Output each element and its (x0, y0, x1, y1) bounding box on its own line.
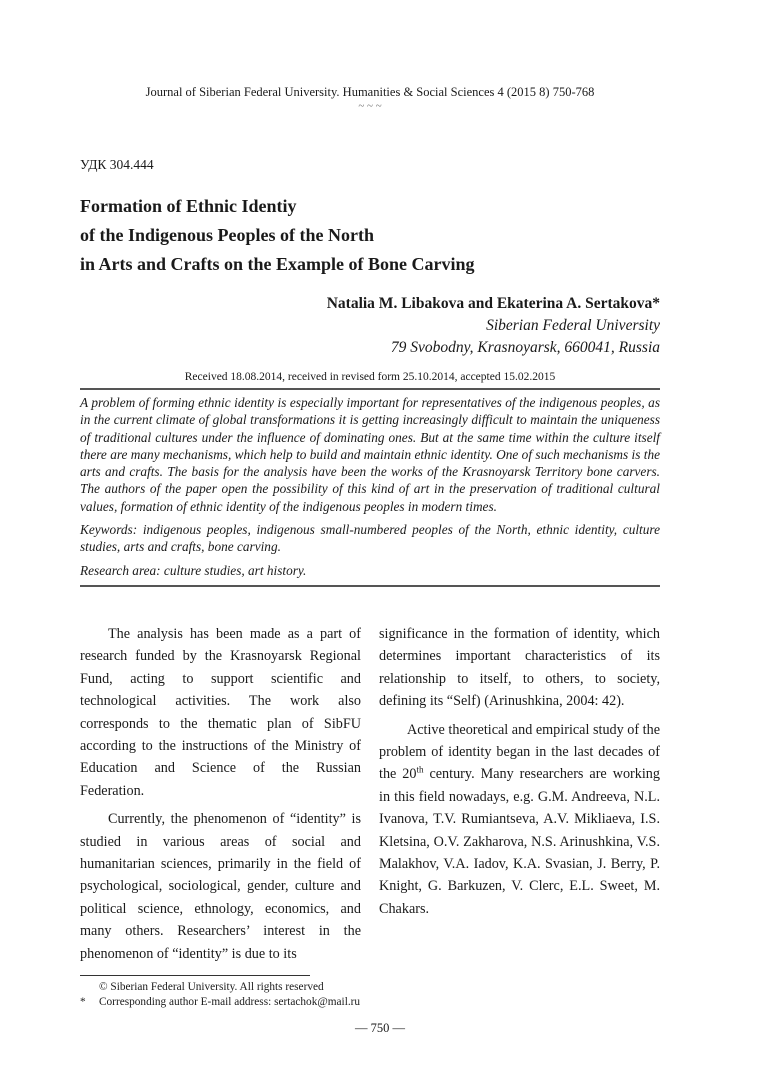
superscript: th (416, 764, 424, 775)
paper-title (80, 192, 660, 279)
footnote-rule (80, 975, 310, 976)
paragraph: The analysis has been made as a part of research funded by the Krasnoyarsk Regional Fund, acting to support scientific and technological activities. The work also corresponds to the thematic plan of SibFU according to the instructions of the Ministry of Education and Science of the Russian Federation. (80, 625, 361, 799)
divider (80, 585, 660, 587)
body-columns (80, 623, 660, 971)
body-column-left (80, 623, 361, 971)
title-line: Formation of Ethnic Identiy (80, 196, 297, 216)
title-line: of the Indigenous Peoples of the North (80, 225, 375, 245)
abstract (80, 394, 660, 579)
udc-code: УДК 304.444 (80, 157, 154, 172)
text: Active theoretical and empirical study of the problem of identity began in the last decades of the 20 (379, 721, 660, 783)
paragraph: Currently, the phenomenon of “identity” is studied in various areas of social and humanitarian sciences, primarily in the field of psychological, sociological, gender, culture and political science, ethnology, economics, and many others. Researchers’ interest in the phenomenon of “identity” is due to its (80, 811, 361, 962)
footnote-marker: * (80, 996, 86, 1009)
paragraph (379, 719, 660, 921)
page-number: — 750 — (355, 1021, 405, 1036)
header-ornament: ~ ~ ~ (358, 100, 382, 112)
paragraph: significance in the formation of identity, which determines important characteristics of its relationship to itself, to others, to society, defining its “Self) (Arinushkina, 2004: 42). (379, 625, 660, 710)
title-line: in Arts and Crafts on the Example of Bone Carving (80, 254, 475, 274)
text: century. Many researchers are working in this field nowadays, e.g. G.M. Andreeva, N.L. Ivanova, T.V. Rumiantseva, A.V. Mikliaeva, I.S. Kletsina, O.V. Zakharova, N.S. Arinushkina, V.S. Malakhov, V.A. Iadov, K.A. Svasian, J. Berry, P. Knight, G. Barkuzen, V. Clerc, E.L. Sweet, M. Chakars. (379, 766, 660, 917)
research-area: Research area: culture studies, art history. (80, 562, 307, 578)
received-dates: Received 18.08.2014, received in revised form 25.10.2014, accepted 15.02.2015 (184, 371, 556, 383)
address: 79 Svobodny, Krasnoyarsk, 660041, Russia (390, 339, 660, 356)
copyright: © Siberian Federal University. All rights reserved (99, 981, 324, 994)
body-column-right (379, 623, 660, 971)
corresponding-author: Corresponding author E-mail address: sertachok@mail.ru (99, 996, 361, 1009)
authors-block (80, 293, 660, 359)
keywords: Keywords: indigenous peoples, indigenous small-numbered peoples of the North, ethnic identity, culture studies, arts and crafts, bone carving. (80, 522, 660, 555)
footnotes (80, 980, 660, 1010)
journal-header: Journal of Siberian Federal University. Humanities & Social Sciences 4 (2015 8) 750-768 (145, 85, 595, 99)
divider (80, 388, 660, 390)
author-names: Natalia M. Libakova and Ekaterina A. Sertakova* (326, 295, 660, 312)
abstract-text: A problem of forming ethnic identity is especially important for representatives of the indigenous peoples, as in the current climate of global transformations it is getting increasingly difficult to maintain the uniqueness of traditional cultures under the influence of dominating ones. But at the same time within the culture itself there are many mechanisms, which help to build and maintain ethnic identity. One of such mechanisms is the arts and crafts. The basis for the analysis have been the works of the Krasnoyarsk Territory bone carvers. The authors of the paper open the possibility of this kind of art in the preservation of traditional cultural values, formation of ethnic identity of the indigenous peoples in modern times. (80, 395, 660, 514)
affiliation: Siberian Federal University (486, 317, 660, 334)
